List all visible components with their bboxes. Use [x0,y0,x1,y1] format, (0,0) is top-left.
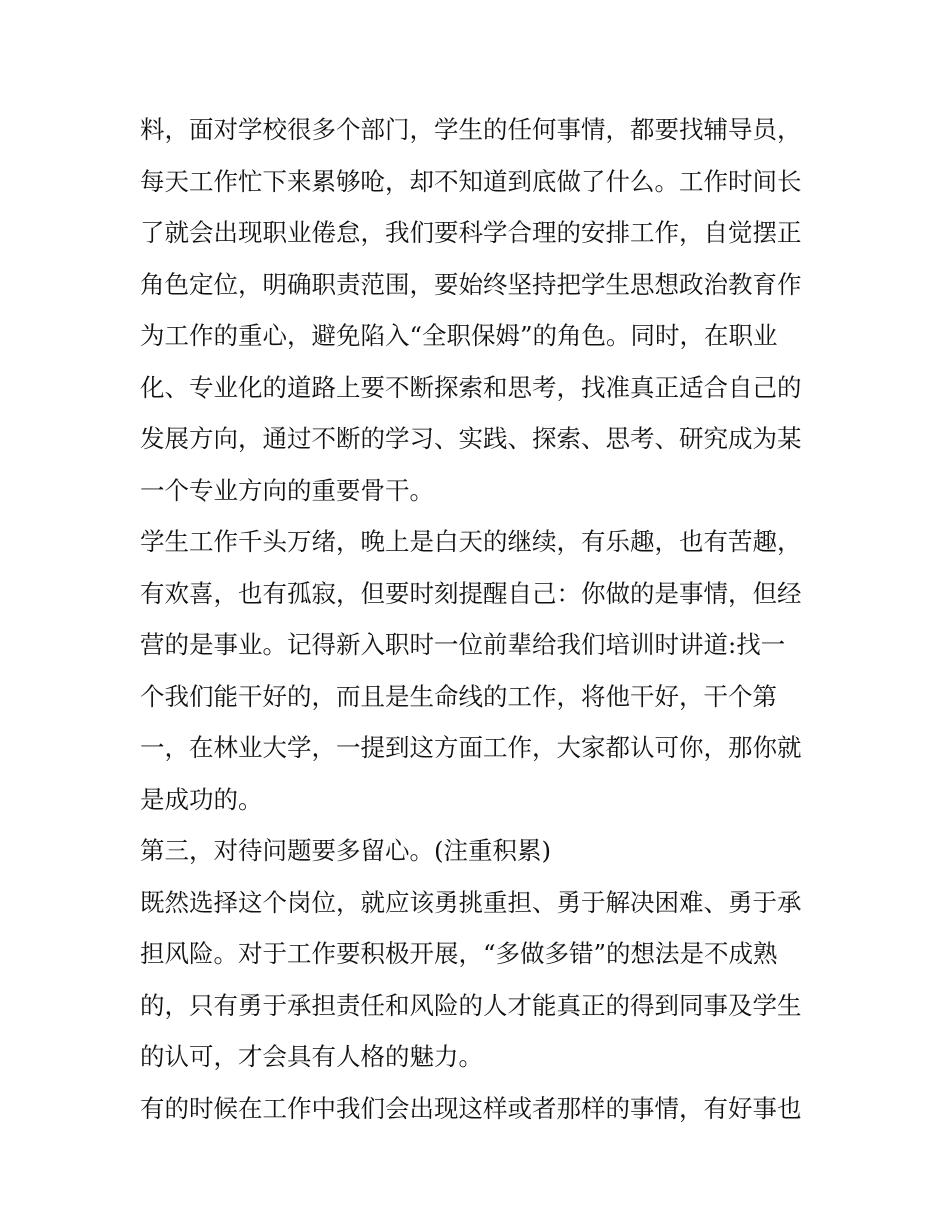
text-line: 是成功的。 [140,784,263,814]
text-line: 营的是事业。记得新入职时一位前辈给我们培训时讲道:找一 [140,630,786,659]
text-line: 料，面对学校很多个部门，学生的任何事情，都要找辅导员， [140,115,802,144]
section-heading: 第三，对待问题要多留心。(注重积累) [140,836,552,865]
text-line: 发展方向，通过不断的学习、实践、探索、思考、研究成为某 [140,424,802,453]
text-line: 有欢喜，也有孤寂，但要时刻提醒自己：你做的是事情，但经 [140,578,802,608]
text-line: 学生工作千头万绪，晚上是白天的继续，有乐趣，也有苦趣， [140,527,802,556]
text-line: 一，在林业大学，一提到这方面工作，大家都认可你，那你就 [140,733,802,762]
text-line: 的，只有勇于承担责任和风险的人才能真正的得到同事及学生 [140,990,802,1020]
text-line: 每天工作忙下来累够呛，却不知道到底做了什么。工作时间长 [140,166,802,196]
text-line: 担风险。对于工作要积极开展，“多做多错”的想法是不成熟 [140,939,778,968]
text-line: 角色定位，明确职责范围，要始终坚持把学生思想政治教育作 [140,269,802,299]
text-line: 个我们能干好的，而且是生命线的工作，将他干好，干个第 [140,681,777,711]
text-line: 化、专业化的道路上要不断探索和思考，找准真正适合自己的 [140,372,802,402]
text-line: 一个专业方向的重要骨干。 [140,475,434,505]
text-line: 有的时候在工作中我们会出现这样或者那样的事情，有好事也 [140,1093,802,1123]
text-line: 了就会出现职业倦怠，我们要科学合理的安排工作，自觉摆正 [140,218,802,247]
text-line: 的认可，才会具有人格的魅力。 [140,1042,483,1071]
document-body [140,104,820,1134]
text-line: 既然选择这个岗位，就应该勇挑重担、勇于解决困难、勇于承 [140,887,802,917]
text-line: 为工作的重心，避免陷入“全职保姆”的角色。同时，在职业 [140,321,778,350]
